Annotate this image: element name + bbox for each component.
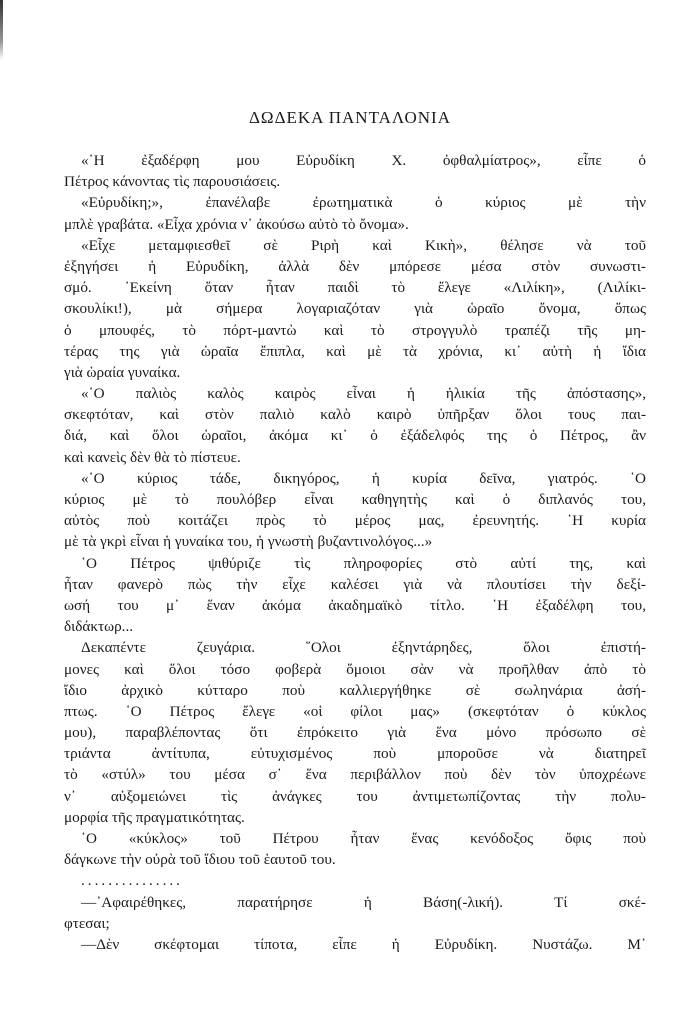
text-line: «῾Ο παλιὸς καλὸς καιρὸς εἶναι ἡ ἡλικία τῆς ἀπόστασης», [81,385,646,403]
text-line: φτεσαι; [64,914,110,932]
text-line: σμό. ᾿Εκείνη ὅταν ἦταν παιδὶ τὸ ἔλεγε «Λιλίκη», (Λιλίκι- [64,279,646,297]
text-line: ν᾿ αὐξομειώνει τὶς ἀνάγκες του ἀντιμετωπίζοντας τὴν πολυ- [64,787,646,805]
text-line: ὁ μπουφές, τὸ πόρτ-μαντὼ καὶ τὸ στρογγυλὸ τραπέζι τῆς μη- [64,321,646,339]
text-line: πτως. ῾Ο Πέτρος ἔλεγε «οἱ φίλοι μας» (σκεφτόταν ὁ κύκλος [64,702,646,720]
text-line: σκουλίκι!), μὰ σήμερα λογαριαζόταν γιὰ ὡραῖο ὄνομα, ὅπως [64,300,646,318]
text-line: δάγκωνε τὴν οὐρὰ τοῦ ἴδιου τοῦ ἑαυτοῦ του. [64,851,336,869]
text-line: «Εἶχε μεταμφιεσθεῖ σὲ Ριρὴ καὶ Κικὴ», θέλησε νὰ τοῦ [81,236,646,254]
text-line: ῾Ο Πέτρος ψιθύριζε τὶς πληροφορίες στὸ αὐτί της, καὶ [81,554,646,572]
page-edge-shadow [0,0,3,60]
text-line: καὶ κανεὶς δὲν θὰ τὸ πίστευε. [64,448,241,466]
text-line: ἴδιο ἀρχικὸ κύτταρο ποὺ καλλιεργήθηκε σὲ σωληνάρια ἀσή- [64,681,646,699]
text-line: ῾Ο «κύκλος» τοῦ Πέτρου ἦταν ἕνας κενόδοξος ὄφις ποὺ [81,830,646,847]
text-line: μου), παραβλέποντας ὅτι ἐπρόκειτο γιὰ ἕνα μόνο πρόσωπο σὲ [64,724,646,742]
text-line: μονες καὶ ὅλοι τόσο φοβερὰ ὅμοιοι σὰν νὰ προῆλθαν ἀπὸ τὸ [64,660,646,678]
text-line: κύριος μὲ τὸ πουλόβερ εἶναι καθηγητὴς καὶ ὁ διπλανός του, [64,491,646,508]
text-line: σκεφτόταν, καὶ στὸν παλιὸ καλὸ καιρὸ ὑπῆρξαν ὅλοι τους παι- [64,406,646,424]
text-line: διά, καὶ ὅλοι ὡραῖοι, ἀκόμα κι᾿ ὁ ἐξάδελφός της ὁ Πέτρος, ἂν [64,427,646,445]
text-line: γιὰ ὡραία γυναίκα. [64,363,181,381]
chapter-title: ΔΩΔΕΚΑ ΠΑΝΤΑΛΟΝΙΑ [249,108,451,127]
text-line: ωσή του μ᾿ ἕναν ἀκόμα ἀκαδημαϊκὸ τίτλο. ῾Η ἐξαδέλφη του, [64,596,646,614]
text-line: μπλὲ γραβάτα. «Εἶχα χρόνια ν᾿ ἀκούσω αὐτὸ τὸ ὄνομα». [64,215,409,233]
text-line: —᾿Αφαιρέθηκες, παρατήρησε ἡ Βάση(-λική). Τί σκέ- [81,893,646,911]
text-line: ἦταν φανερὸ πὼς τὴν εἶχε καλέσει γιὰ νὰ πλουτίσει τὴν δεξί- [64,575,646,593]
text-line: μορφία τῆς πραγματικότητας. [64,808,245,826]
text-line: μὲ τὰ γκρὶ εἶναι ἡ γυναίκα του, ἡ γνωστὴ βυζαντινολόγος...» [64,533,433,551]
text-line: τέρας της γιὰ ὡραῖα ἔπιπλα, καὶ μὲ τὰ χρόνια, κι᾿ αὐτὴ ἡ ἴδια [64,342,646,360]
text-line: —Δὲν σκέφτομαι τίποτα, εἶπε ἡ Εὐρυδίκη. Νυστάζω. Μ᾿ [81,935,646,953]
text-line: τὸ «στύλ» του μέσα σ᾿ ἕνα περιβάλλον ποὺ δὲν τὸν ὑποχρέωνε [64,766,646,784]
text-line: Πέτρος κάνοντας τὶς παρουσιάσεις. [64,173,281,191]
ellipsis-separator: ............... [81,872,183,890]
text-line: «῾Η ἐξαδέρφη μου Εὐρυδίκη Χ. ὀφθαλμίατρος», εἶπε ὁ [81,152,646,169]
text-line: ἐξηγήσει ἡ Εὐρυδίκη, ἀλλὰ δὲν μπόρεσε μέσα στὸν συνωστι- [64,257,646,275]
text-line: «῾Ο κύριος τάδε, δικηγόρος, ἡ κυρία δεῖνα, γιατρός. ῾Ο [81,469,646,487]
text-line: Δεκαπέντε ζευγάρια. ῞Ολοι ἐξηντάρηδες, ὅλοι ἐπιστή- [81,639,646,657]
body-text [64,150,646,955]
text-line: διδάκτωρ... [64,618,134,636]
text-line: «Εὐρυδίκη;», ἐπανέλαβε ἐρωτηματικὰ ὁ κύριος μὲ τὴν [81,194,646,212]
text-line: τριάντα ἀντίτυπα, εὐτυχισμένος ποὺ μποροῦσε νὰ διατηρεῖ [64,745,646,763]
text-line: αὐτὸς ποὺ κοιτάζει πρὸς τὸ μέρος μας, ἐρευνητής. ῾Η κυρία [64,512,646,530]
